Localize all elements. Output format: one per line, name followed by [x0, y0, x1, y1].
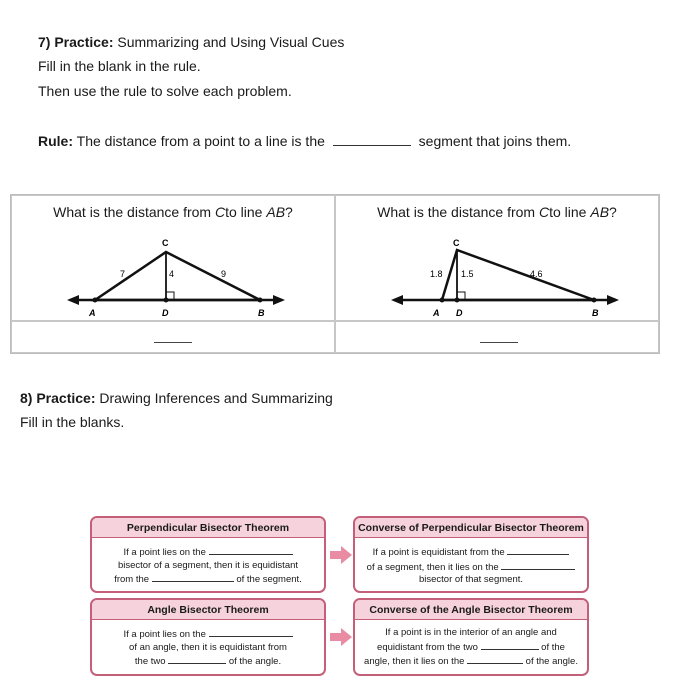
- perp-bisector-theorem-box: [90, 516, 326, 593]
- label-cd: 1.5: [461, 269, 474, 279]
- section8-heading-label: Practice:: [36, 390, 96, 406]
- conv-perp-line-3: bisector of that segment.: [418, 574, 524, 585]
- label-d: D: [162, 308, 169, 318]
- angle-blank-2[interactable]: [168, 654, 226, 664]
- angle-bisector-theorem-box: [90, 598, 326, 676]
- perp-line-3b: of the segment.: [236, 574, 302, 585]
- section8-heading: [20, 389, 333, 407]
- conv-perp-bisector-title: Converse of Perpendicular Bisector Theorem: [355, 518, 587, 538]
- section7-instruction-1: Fill in the blank in the rule.: [38, 58, 201, 74]
- answer-blank-1[interactable]: [154, 342, 192, 343]
- section8-number: 8): [20, 390, 33, 406]
- problem-1-question-pre: What is the distance from: [53, 204, 212, 220]
- section7-heading-label: Practice:: [54, 34, 114, 50]
- label-cd: 4: [169, 269, 175, 279]
- label-ac: 1.8: [430, 269, 443, 279]
- conv-angle-line-2a: equidistant from the two: [377, 641, 478, 653]
- perp-bisector-title: Perpendicular Bisector Theorem: [92, 518, 324, 538]
- right-arrow-icon: [330, 628, 352, 646]
- conv-angle-line-3b: of the angle.: [525, 656, 578, 667]
- label-a: A: [89, 308, 96, 318]
- perp-line-2: bisector of a segment, then it is equidistant: [117, 559, 299, 571]
- conv-perp-blank-2[interactable]: [501, 560, 575, 570]
- point-b-dot: [258, 298, 263, 303]
- problem-2-question-end: ?: [609, 204, 617, 220]
- conv-angle-bisector-theorem-box: [353, 598, 589, 676]
- conv-angle-line-3a: angle, then it lies on the: [364, 656, 465, 667]
- problem-1-point: C: [214, 204, 226, 220]
- problem-2-line: AB: [590, 204, 610, 220]
- label-a: A: [433, 308, 440, 318]
- point-a-dot: [440, 298, 445, 303]
- label-ac: 7: [120, 269, 126, 279]
- angle-line-3a: the two: [134, 656, 166, 667]
- problem-2-question-pre: What is the distance from: [377, 204, 536, 220]
- left-arrowhead: [67, 295, 79, 305]
- perp-blank-2[interactable]: [152, 572, 234, 582]
- section8-instruction: Fill in the blanks.: [20, 414, 125, 430]
- angle-bisector-body: [92, 620, 324, 673]
- right-arrowhead: [607, 295, 619, 305]
- point-b-dot: [592, 298, 597, 303]
- angle-blank-1[interactable]: [209, 627, 293, 637]
- rule-text-after: segment that joins them.: [418, 133, 572, 149]
- label-d: D: [456, 308, 463, 318]
- angle-bisector-title: Angle Bisector Theorem: [92, 600, 324, 620]
- conv-angle-line-2b: of the: [541, 641, 565, 653]
- problem-1-question-mid: to line: [225, 204, 263, 220]
- section7-instruction-2: Then use the rule to solve each problem.: [38, 83, 292, 99]
- right-arrowhead: [273, 295, 285, 305]
- angle-line-1: If a point lies on the: [123, 629, 206, 640]
- perp-blank-1[interactable]: [209, 545, 293, 555]
- practice-table: [10, 194, 660, 354]
- angle-line-2: of an angle, then it is equidistant from: [129, 641, 287, 653]
- label-cb: 4.6: [530, 269, 543, 279]
- section7-number: 7): [38, 34, 51, 50]
- conv-perp-bisector-theorem-box: [353, 516, 589, 593]
- conv-angle-bisector-body: [355, 620, 587, 673]
- problem-2-point: C: [538, 204, 550, 220]
- problem-1-line: AB: [266, 204, 286, 220]
- conv-perp-bisector-body: [355, 538, 587, 591]
- problem-2-question-mid: to line: [549, 204, 587, 220]
- rule-sentence: [38, 132, 571, 150]
- perp-line-1: If a point lies on the: [123, 547, 206, 558]
- left-arrowhead: [391, 295, 403, 305]
- rule-text-before: The distance from a point to a line is the: [76, 133, 325, 149]
- point-d-dot: [455, 298, 460, 303]
- problem-1-question-end: ?: [285, 204, 293, 220]
- section8-subheading: Drawing Inferences and Summarizing: [99, 390, 333, 406]
- point-a-dot: [93, 298, 98, 303]
- conv-angle-bisector-title: Converse of the Angle Bisector Theorem: [355, 600, 587, 620]
- label-b: B: [258, 308, 265, 318]
- right-arrow-icon: [330, 546, 352, 564]
- label-cb: 9: [221, 269, 227, 279]
- answer-blank-2[interactable]: [480, 342, 518, 343]
- section7-heading: [38, 33, 344, 51]
- conv-perp-line-1: If a point is equidistant from the: [372, 547, 505, 558]
- rule-label: Rule:: [38, 133, 73, 149]
- problem-1-cell: [11, 195, 335, 321]
- triangle-diagram-2: [336, 196, 660, 322]
- conv-perp-blank-1[interactable]: [507, 545, 569, 555]
- conv-angle-line-1: If a point is in the interior of an angle and: [385, 627, 557, 638]
- perp-bisector-body: [92, 538, 324, 591]
- point-d-dot: [164, 298, 169, 303]
- angle-line-3b: of the angle.: [228, 656, 282, 667]
- problem-2-cell: [335, 195, 659, 321]
- conv-angle-blank-1[interactable]: [481, 640, 539, 650]
- label-c: C: [162, 238, 169, 248]
- answer-cell-1[interactable]: [11, 321, 335, 353]
- label-b: B: [592, 308, 599, 318]
- section7-subheading: Summarizing and Using Visual Cues: [117, 34, 345, 50]
- rule-blank[interactable]: [333, 132, 411, 146]
- conv-angle-blank-2[interactable]: [467, 654, 523, 664]
- label-c: C: [453, 238, 460, 248]
- conv-perp-line-2: of a segment, then it lies on the: [366, 561, 499, 573]
- perp-line-3a: from the: [114, 574, 150, 585]
- triangle-diagram-1: [12, 196, 336, 322]
- answer-cell-2[interactable]: [335, 321, 659, 353]
